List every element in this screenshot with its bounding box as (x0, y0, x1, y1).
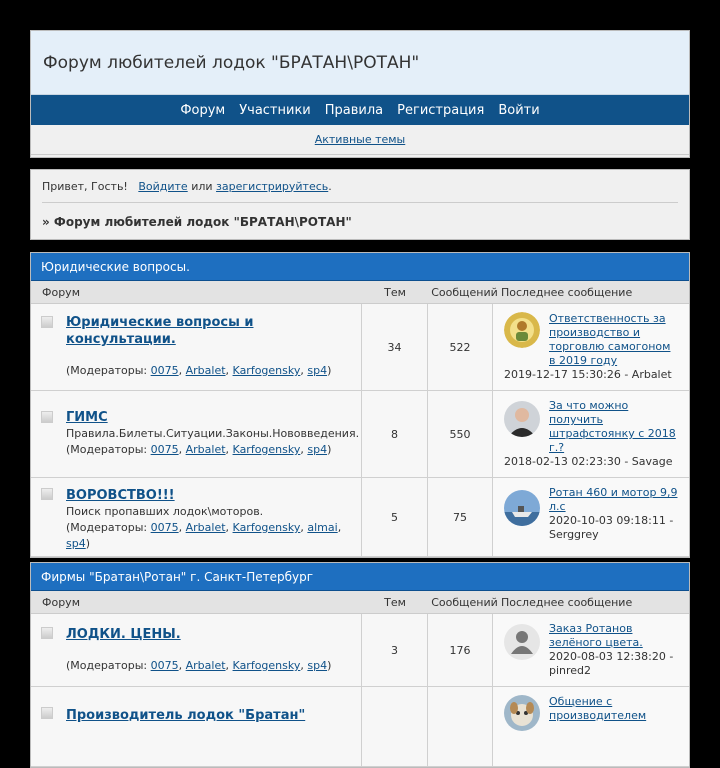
mod-link[interactable]: Karfogensky (232, 521, 301, 534)
posts-count: 550 (428, 391, 493, 477)
forum-title-link[interactable]: ВОРОВСТВО!!! (66, 488, 175, 503)
col-last-post: Последнее сообщение (501, 595, 633, 609)
posts-count: 522 (428, 304, 493, 390)
topics-count: 34 (362, 304, 428, 390)
mod-link[interactable]: sp4 (307, 659, 328, 672)
mod-link[interactable]: 0075 (150, 364, 179, 377)
nav-rules[interactable]: Правила (324, 102, 384, 118)
mod-link[interactable]: sp4 (66, 537, 86, 550)
topics-count (362, 687, 428, 766)
mod-link[interactable]: Karfogensky (232, 364, 301, 377)
col-topics: Тем (384, 595, 406, 609)
moderators: (Модераторы: 0075, Arbalet, Karfogensky, almai, sp4) (66, 521, 342, 550)
nav-forum[interactable]: Форум (180, 102, 226, 118)
person-avatar[interactable] (504, 401, 540, 437)
last-post-link[interactable]: Ответственность за производство и торговлю самогоном в 2019 году (549, 312, 671, 367)
last-post-cell (493, 478, 689, 556)
forum-read-icon (41, 627, 53, 639)
forum-title-link[interactable]: ЛОДКИ. ЦЕНЫ. (66, 627, 181, 642)
mod-link[interactable]: 0075 (150, 659, 179, 672)
site-title[interactable]: Форум любителей лодок "БРАТАН\РОТАН" (43, 52, 420, 73)
mod-link[interactable]: sp4 (307, 443, 328, 456)
mod-link[interactable]: 0075 (150, 521, 179, 534)
last-post-link[interactable]: За что можно получить штрафстоянку с 2018 г.? (549, 399, 676, 454)
mod-link[interactable]: sp4 (307, 364, 328, 377)
forum-cell (31, 687, 362, 766)
forum-read-icon (41, 707, 53, 719)
mod-link[interactable]: Karfogensky (232, 443, 301, 456)
col-last-post: Последнее сообщение (501, 285, 633, 299)
column-headers (31, 591, 689, 614)
last-post-link[interactable]: Ротан 460 и мотор 9,9 л.с (549, 486, 678, 513)
posts-count: 75 (428, 478, 493, 556)
mod-link[interactable]: Arbalet (185, 443, 226, 456)
greeting-or: или (191, 179, 213, 193)
posts-count: 176 (428, 614, 493, 686)
nav-members[interactable]: Участники (239, 102, 311, 118)
forum-description: Правила.Билеты.Ситуации.Законы.Нововведения. (66, 427, 360, 440)
last-post-cell (493, 614, 689, 686)
greeting-text: Привет, Гость! (42, 179, 128, 193)
greeting-line (42, 170, 678, 203)
category-title[interactable]: Фирмы "Братан\Ротан" г. Санкт-Петербург (31, 563, 689, 591)
site-header (30, 30, 690, 158)
forum-row (31, 478, 689, 557)
forum-description: Поиск пропавших лодок\моторов. (66, 505, 264, 518)
greeting-period: . (328, 179, 332, 193)
forum-title-link[interactable]: Юридические вопросы и консультации. (66, 315, 254, 347)
last-post-meta: 2019-12-17 15:30:26 - Arbalet (504, 368, 672, 381)
forum-cell (31, 304, 362, 390)
default-avatar[interactable] (504, 624, 540, 660)
login-link[interactable]: Войдите (138, 179, 188, 193)
breadcrumb[interactable]: » Форум любителей лодок "БРАТАН\РОТАН" (42, 214, 352, 229)
forum-read-icon (41, 488, 53, 500)
sub-nav (31, 125, 689, 155)
nav-login[interactable]: Войти (498, 102, 540, 118)
forum-row (31, 304, 689, 391)
topics-count: 5 (362, 478, 428, 556)
topics-count: 8 (362, 391, 428, 477)
moderators: (Модераторы: 0075, Arbalet, Karfogensky, sp4) (66, 659, 332, 672)
active-topics-link[interactable]: Активные темы (314, 133, 406, 146)
category-firms (30, 562, 690, 768)
col-posts: Сообщений (431, 285, 498, 299)
last-post-cell (493, 391, 689, 477)
moderators: (Модераторы: 0075, Arbalet, Karfogensky, sp4) (66, 443, 332, 456)
mod-link[interactable]: 0075 (150, 443, 179, 456)
last-post-link[interactable]: Общение с производителем (549, 695, 647, 722)
category-title[interactable]: Юридические вопросы. (31, 253, 689, 281)
last-post-meta: 2018-02-13 02:23:30 - Savage (504, 455, 673, 468)
forum-cell (31, 391, 362, 477)
col-forum: Форум (42, 595, 80, 609)
forum-title-link[interactable]: ГИМС (66, 410, 108, 425)
forum-read-icon (41, 316, 53, 328)
column-headers (31, 281, 689, 304)
last-post-meta: 2020-08-03 12:38:20 - pinred2 (549, 650, 674, 677)
register-link[interactable]: зарегистрируйтесь (216, 179, 329, 193)
forum-row (31, 614, 689, 687)
col-posts: Сообщений (431, 595, 498, 609)
topics-count: 3 (362, 614, 428, 686)
posts-count (428, 687, 493, 766)
last-post-meta: 2020-10-03 09:18:11 - Serggrey (549, 514, 674, 541)
mod-link[interactable]: Karfogensky (232, 659, 301, 672)
forum-row (31, 391, 689, 478)
main-nav (31, 95, 689, 125)
last-post-cell (493, 687, 689, 766)
mod-link[interactable]: Arbalet (185, 659, 226, 672)
dog-avatar[interactable] (504, 695, 540, 731)
last-post-link[interactable]: Заказ Ротанов зелёного цвета. (549, 622, 643, 649)
mod-link[interactable]: Arbalet (185, 364, 226, 377)
category-legal (30, 252, 690, 558)
col-topics: Тем (384, 285, 406, 299)
moderators: (Модераторы: 0075, Arbalet, Karfogensky, sp4) (66, 364, 332, 377)
boat-avatar[interactable] (504, 490, 540, 526)
nav-register[interactable]: Регистрация (397, 102, 485, 118)
mod-link[interactable]: almai (307, 521, 338, 534)
forum-cell (31, 478, 362, 556)
last-post-cell (493, 304, 689, 390)
icon-avatar[interactable] (504, 312, 540, 348)
mod-link[interactable]: Arbalet (185, 521, 226, 534)
forum-cell (31, 614, 362, 686)
col-forum: Форум (42, 285, 80, 299)
site-title-bar (31, 31, 689, 95)
greeting-box (30, 169, 690, 240)
forum-read-icon (41, 411, 53, 423)
forum-row (31, 687, 689, 767)
forum-title-link[interactable]: Производитель лодок "Братан" (66, 708, 306, 723)
